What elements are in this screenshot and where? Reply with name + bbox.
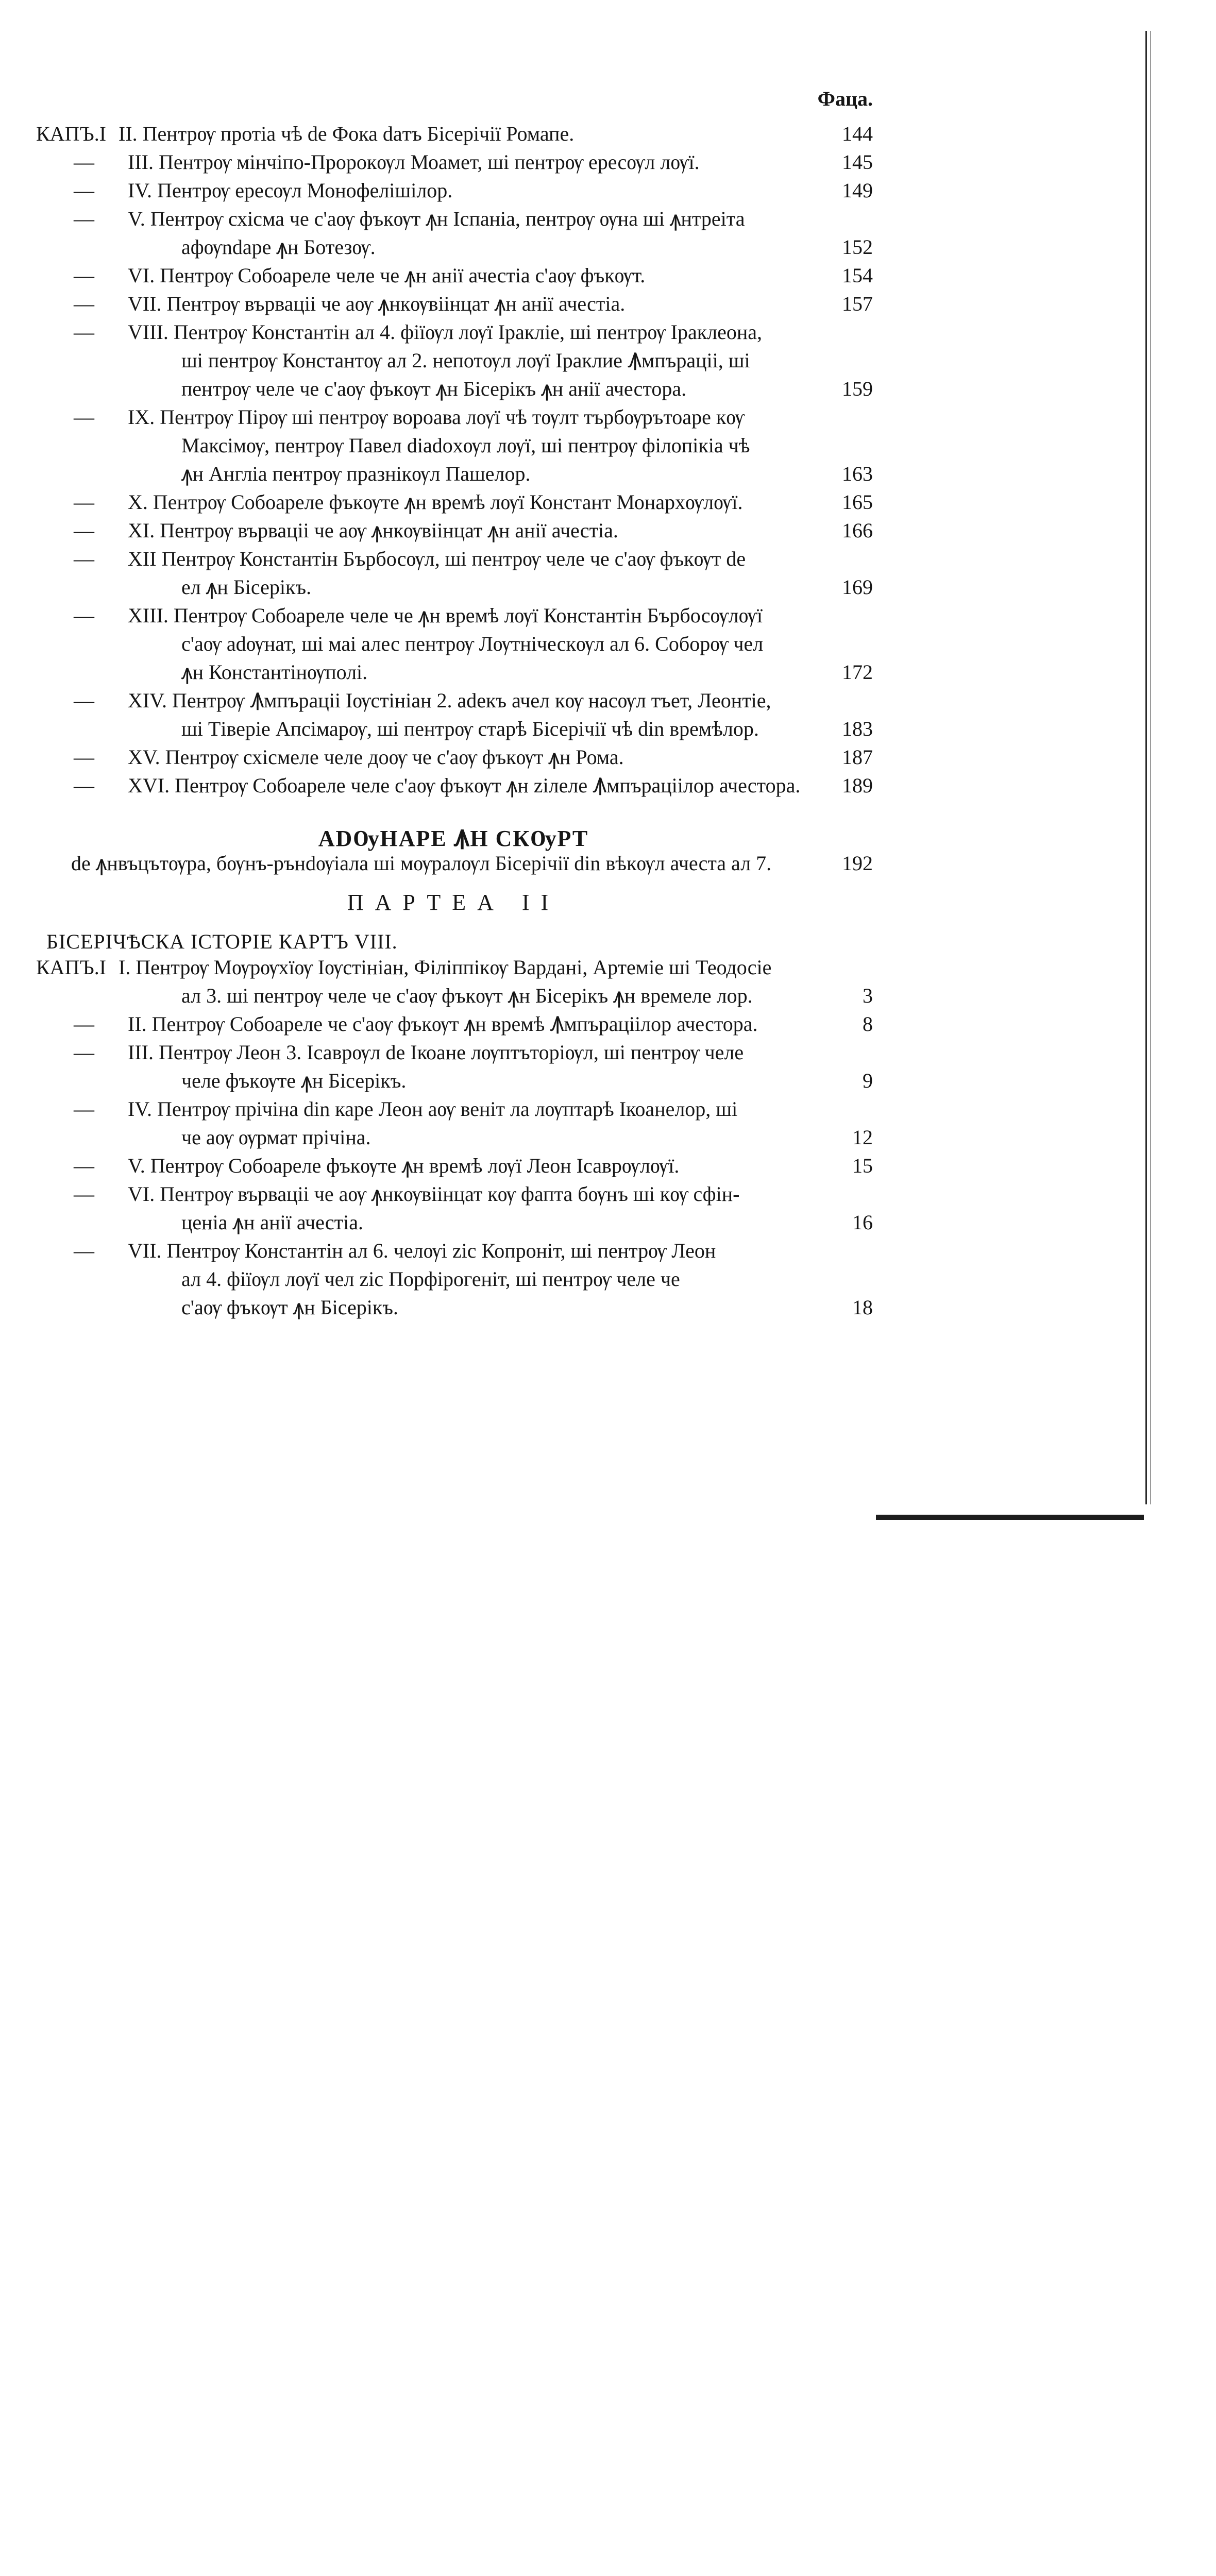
toc-entry [0, 290, 1216, 318]
toc-entry [0, 403, 1216, 432]
ditto-dash: — [74, 689, 94, 712]
summary-text: de ꙟнвъцътѹра, бѹнъ-рънdѹіала ші мѹралѹл Бісерічії din вѣкѹл ачеста ал 7. [71, 852, 772, 875]
chapter-label: КАПЪ.I [36, 956, 107, 979]
entry-text: I. Пентрѹ Мѹрѹхїѹ Іѹстініан, Філіппікѹ Вардані, Артеміе ші Теодосіе [119, 956, 772, 979]
toc-entry [0, 953, 1216, 982]
toc-entry [0, 431, 1216, 460]
ditto-dash: — [74, 150, 94, 174]
entry-page-number: 189 [842, 774, 873, 797]
toc-entry [0, 318, 1216, 347]
entry-text: пентрѹ челе че с'аѹ фъкѹт ꙟн Бісерікъ ꙟн анії ачестора. [181, 377, 687, 400]
toc-entry [0, 771, 1216, 800]
entry-text: VIII. Пентрѹ Константін ал 4. фіїѹл лѹї Іракліе, ші пентрѹ Іраклеона, [128, 320, 763, 344]
toc-entry [0, 1236, 1216, 1265]
toc-entry [0, 120, 1216, 148]
entry-page-number: 149 [842, 179, 873, 202]
ditto-dash: — [74, 1041, 94, 1064]
summary-page: 192 [842, 852, 873, 875]
entry-page-number: 187 [842, 745, 873, 769]
entry-text: с'аѹ аdѹнат, ші маі алес пентрѹ Лѹтніческѹл ал 6. Соборѹ чел [181, 632, 764, 655]
chapter-label: КАПЪ.I [36, 122, 107, 145]
entry-text: ел ꙟн Бісерікъ. [181, 575, 312, 599]
toc-entry [0, 715, 1216, 743]
toc-entry [0, 148, 1216, 177]
toc-entry [0, 488, 1216, 517]
toc-entry [0, 658, 1216, 687]
entry-text: II. Пентрѹ Собоареле че с'аѹ фъкѹт ꙟн времѣ Ꙟмпъраціілор ачестора. [128, 1012, 758, 1036]
ditto-dash: — [74, 1097, 94, 1121]
entry-text: ꙟн Константінѹполі. [181, 660, 368, 684]
entry-text: XIII. Пентрѹ Собоареле челе че ꙟн времѣ лѹї Константін Бърбосѹлѹї [128, 604, 763, 627]
entry-text: X. Пентрѹ Собоареле фъкѹте ꙟн времѣ лѹї Констант Монархѹлѹї. [128, 490, 743, 514]
entry-text: VII. Пентрѹ Константін ал 6. челѹі zіс Копроніт, ші пентрѹ Леон [128, 1239, 716, 1262]
toc-entry [0, 573, 1216, 602]
entry-text: ал 3. ші пентрѹ челе че с'аѹ фъкѹт ꙟн Бісерікъ ꙟн времеле лор. [181, 984, 753, 1007]
entry-text: ал 4. фіїѹл лѹї чел zіс Порфірогеніт, ші пентрѹ челе че [181, 1267, 680, 1291]
entry-text: III. Пентрѹ мінчіпо-Пророкѹл Моамет, ші пентрѹ ересѹл лѹї. [128, 150, 700, 174]
entry-page-number: 165 [842, 490, 873, 514]
toc-entry [0, 1293, 1216, 1322]
toc-entry [0, 460, 1216, 488]
toc-entry [0, 1123, 1216, 1152]
entry-text: II. Пентрѹ протіа чѣ de Фока daтъ Бісерічії Ромапе. [119, 122, 575, 145]
entry-page-number: 159 [842, 377, 873, 400]
ditto-dash: — [74, 405, 94, 429]
entry-text: ші Тіверіе Апсімарѹ, ші пентрѹ старѣ Бісерічії чѣ din времѣлор. [181, 717, 759, 740]
entry-text: XII Пентрѹ Константін Бърбосѹл, ші пентрѹ челе че с'аѹ фъкѹт de [128, 547, 746, 570]
entry-page-number: 8 [863, 1012, 873, 1036]
entry-text: III. Пентрѹ Леон 3. Ісаврѹл de Ікоане лѹптъторіѹл, ші пентрѹ челе [128, 1041, 744, 1064]
entry-page-number: 9 [863, 1069, 873, 1092]
page-column-header: Фаца. [817, 87, 873, 110]
ditto-dash: — [74, 604, 94, 627]
entry-page-number: 172 [842, 660, 873, 684]
entry-text: ꙟн Англіа пентрѹ празнікѹл Пашелор. [181, 462, 531, 485]
page-bottom-mark [876, 1515, 1144, 1520]
toc-entry [0, 375, 1216, 403]
ditto-dash: — [74, 547, 94, 570]
entry-text: V. Пентрѹ схісма че с'аѹ фъкѹт ꙟн Іспаніа, пентрѹ ѹна ші ꙟнтреіта [128, 207, 745, 230]
entry-text: VI. Пентрѹ Собоареле челе че ꙟн анії ачестіа с'аѹ фъкѹт. [128, 264, 646, 287]
summary-entry [0, 849, 1216, 878]
entry-text: челе фъкѹте ꙟн Бісерікъ. [181, 1069, 407, 1092]
toc-entry [0, 233, 1216, 262]
ditto-dash: — [74, 519, 94, 542]
entry-text: че аѹ ѹрмат прічіна. [181, 1126, 371, 1149]
entry-text: XIV. Пентрѹ Ꙟмпъраціі Іѹстініан 2. аdекъ ачел кѹ насѹл тъет, Леонтіе, [128, 689, 771, 712]
toc-entry [0, 1265, 1216, 1294]
entry-text: ші пентрѹ Константѹ ал 2. непотѹл лѹї Іраклие Ꙟмпъраціі, ші [181, 349, 750, 372]
toc-entry [0, 1010, 1216, 1039]
ditto-dash: — [74, 1012, 94, 1036]
entry-text: ценіа ꙟн анії ачестіа. [181, 1211, 363, 1234]
toc-entry [0, 346, 1216, 375]
entry-page-number: 16 [852, 1211, 873, 1234]
ditto-dash: — [74, 1182, 94, 1206]
toc-entry [0, 630, 1216, 658]
toc-entry [0, 601, 1216, 630]
toc-entry [0, 176, 1216, 205]
entry-page-number: 169 [842, 575, 873, 599]
toc-entry [0, 1095, 1216, 1124]
entry-text: IV. Пентрѹ ересѹл Монофелішілор. [128, 179, 453, 202]
toc-entry [0, 686, 1216, 715]
entry-page-number: 15 [852, 1154, 873, 1177]
entry-text: VII. Пентрѹ върваціі че аѹ ꙟнкѹвіінцат ꙟн анії ачестіа. [128, 292, 626, 315]
book-title: БІСЕРІЧѢСКА ІСТОРІЕ КАРТЪ VIII. [46, 930, 398, 953]
entry-page-number: 157 [842, 292, 873, 315]
ditto-dash: — [74, 1239, 94, 1262]
entry-page-number: 183 [842, 717, 873, 740]
toc-entry [0, 261, 1216, 290]
entry-page-number: 163 [842, 462, 873, 485]
ditto-dash: — [74, 264, 94, 287]
summary-heading: АDѸНАРЕ ꙞН СКѸРТ [318, 826, 589, 851]
entry-text: XVI. Пентрѹ Собоареле челе с'аѹ фъкѹт ꙟн zілеле Ꙟмпъраціілор ачестора. [128, 774, 801, 797]
ditto-dash: — [74, 179, 94, 202]
toc-entry [0, 205, 1216, 233]
entry-page-number: 154 [842, 264, 873, 287]
entry-text: XI. Пентрѹ върваціі че аѹ ꙟнкѹвіінцат ꙟн анії ачестіа. [128, 519, 618, 542]
ditto-dash: — [74, 490, 94, 514]
entry-text: VI. Пентрѹ върваціі че аѹ ꙟнкѹвіінцат кѹ фапта бѹнъ ші кѹ сфін- [128, 1182, 740, 1206]
toc-entry [0, 743, 1216, 772]
ditto-dash: — [74, 774, 94, 797]
ditto-dash: — [74, 320, 94, 344]
toc-entry [0, 981, 1216, 1010]
toc-entry [0, 1180, 1216, 1209]
toc-entry [0, 1066, 1216, 1095]
entry-page-number: 152 [842, 235, 873, 259]
entry-text: XV. Пентрѹ схісмеле челе доѹ че с'аѹ фъкѹт ꙟн Рома. [128, 745, 624, 769]
entry-text: афѹndаре ꙟн Ботезѹ. [181, 235, 376, 259]
entry-text: с'аѹ фъкѹт ꙟн Бісерікъ. [181, 1296, 398, 1319]
toc-entry [0, 1151, 1216, 1180]
entry-text: Максімѹ, пентрѹ Павел diadoхѹл лѹї, ші пентрѹ філопікіа чѣ [181, 434, 750, 457]
entry-page-number: 166 [842, 519, 873, 542]
toc-entry [0, 1208, 1216, 1237]
entry-text: IV. Пентрѹ прічіна din каре Леон аѹ веніт ла лѹптарѣ Ікоанелор, ші [128, 1097, 738, 1121]
entry-page-number: 3 [863, 984, 873, 1007]
ditto-dash: — [74, 745, 94, 769]
entry-page-number: 18 [852, 1296, 873, 1319]
entry-text: IX. Пентрѹ Пірѹ ші пентрѹ вороава лѹї чѣ тѹлт търбѹрътоаре кѹ [128, 405, 745, 429]
entry-page-number: 12 [852, 1126, 873, 1149]
toc-entry [0, 516, 1216, 545]
ditto-dash: — [74, 1154, 94, 1177]
entry-page-number: 145 [842, 150, 873, 174]
toc-entry [0, 1038, 1216, 1067]
ditto-dash: — [74, 207, 94, 230]
entry-text: V. Пентрѹ Собоареле фъкѹте ꙟн времѣ лѹї Леон Ісаврѹлѹї. [128, 1154, 680, 1177]
part-2-heading: ПАРТЕА II [347, 890, 560, 915]
entry-page-number: 144 [842, 122, 873, 145]
toc-entry [0, 545, 1216, 573]
ditto-dash: — [74, 292, 94, 315]
